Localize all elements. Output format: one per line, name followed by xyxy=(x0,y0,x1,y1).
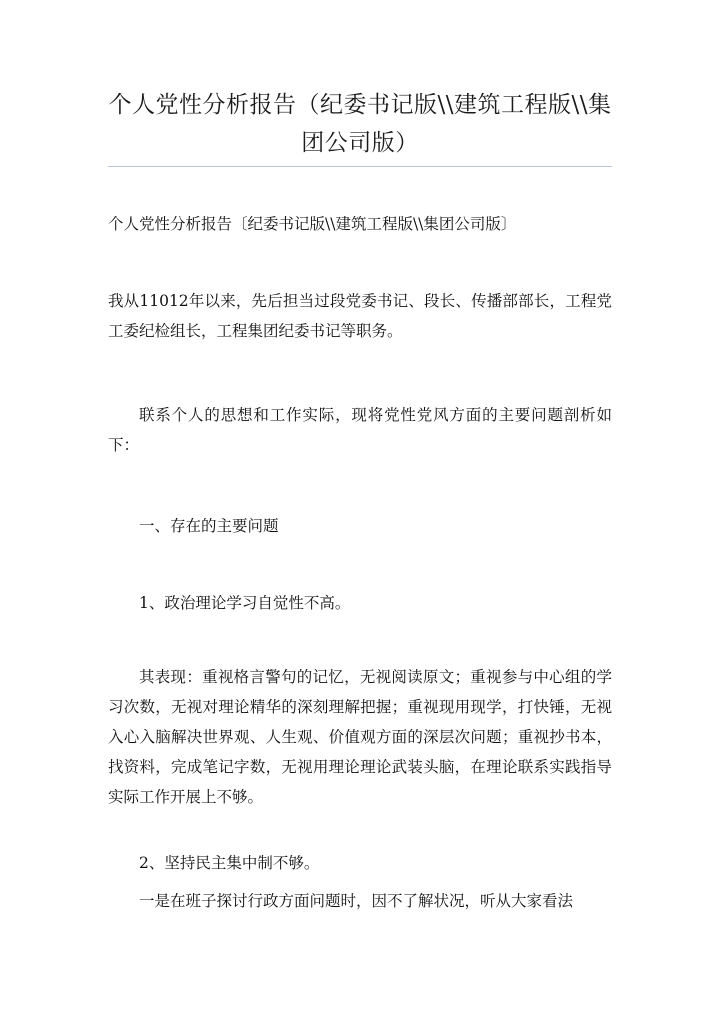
paragraph-intro: 我从11012年以来，先后担当过段党委书记、段长、传播部部长，工程党工委纪检组长，工程集团纪委书记等职务。 xyxy=(108,292,612,340)
paragraph-item-1-detail: 其表现：重视格言警句的记忆，无视阅读原文；重视参与中心组的学习次数，无视对理论精华的深刻理解把握；重视现用现学，打快锤，无视入心入脑解决世界观、人生观、价值观方面的深层次问题；重视抄书本，找资料，完成笔记字数，无视用理论理论武装头脑，在理论联系实践指导实际工作开展上不够。 xyxy=(108,668,612,806)
paragraph-lead: 联系个人的思想和工作实际，现将党性党风方面的主要问题剖析如下： xyxy=(108,406,612,454)
title-divider xyxy=(108,166,612,167)
section-heading: 一、存在的主要问题 xyxy=(139,517,279,535)
item-heading-1: 1、政治理论学习自觉性不高。 xyxy=(139,594,351,612)
paragraph-item-2-detail: 一是在班子探讨行政方面问题时，因不了解状况，听从大家看法 xyxy=(139,892,574,910)
document-title: 个人党性分析报告（纪委书记版\\建筑工程版\\集团公司版） xyxy=(108,92,612,156)
item-heading-2: 2、坚持民主集中制不够。 xyxy=(139,854,320,872)
document-subtitle: 个人党性分析报告〔纪委书记版\\建筑工程版\\集团公司版〕 xyxy=(108,215,517,233)
